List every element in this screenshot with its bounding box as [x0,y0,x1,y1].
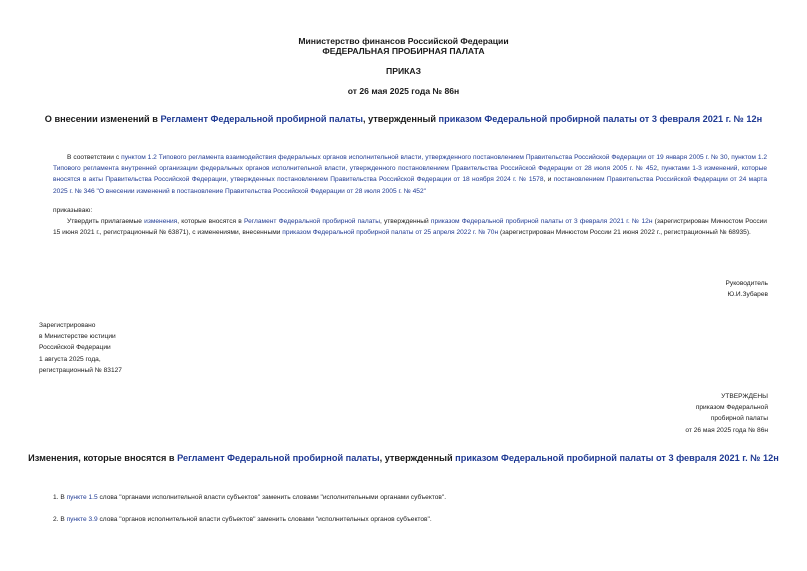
preamble-link-3[interactable]: пунктами 1-3 изменений, которые вносятся в акты Правительства Российской Федерации, утвержденных постановлением Правительства Российской Федерации от 18 ноября 2024 г. № 1578 [53,165,768,184]
change-prefix: 2. В [53,516,67,523]
decision-text-3: , утвержденный [379,218,431,225]
order-12n-link-2[interactable]: приказом Федеральной пробирной палаты от 3 февраля 2021 г. № 12н [430,218,653,225]
approved-block [685,391,768,436]
regulation-link-2[interactable]: Регламент Федеральной пробирной палаты [243,218,380,225]
regulation-link[interactable]: Регламент Федеральной пробирной палаты [160,114,363,124]
changes-link[interactable]: изменения [144,218,178,225]
preamble-paragraph [53,152,767,197]
change-prefix: 1. В [53,494,67,501]
signature-block [726,278,768,300]
ministry-name: Министерство финансов Российской Федерации [298,36,509,46]
doc-date-number: от 26 мая 2025 года № 86н [347,86,460,96]
preamble-text-4: , и [543,176,554,184]
registration-block [39,320,122,376]
decision-text-1: Утвердить прилагаемые [67,218,145,225]
registration-line: 1 августа 2025 года, [39,355,101,363]
signer-name: Ю.И.Зубарев [727,291,768,299]
change-item [53,492,446,503]
changes-order-12n-link[interactable]: приказом Федеральной пробирной палаты от 3 февраля 2021 г. № 12н [455,453,779,463]
decision-paragraph [53,216,767,238]
order-12n-link[interactable]: приказом Федеральной пробирной палаты от 3 февраля 2021 г. № 12н [438,114,763,124]
item-3-9-link[interactable]: пункте 3.9 [66,516,98,523]
signer-position: Руководитель [725,280,768,287]
title-middle: , утвержденный [362,114,439,124]
changes-title-middle: , утвержденный [379,453,456,463]
decision-text-4: (зарегистрирован Минюстом России 15 июня 2021 г., регистрационный № 63871), с изменениями, внесенными [53,218,767,237]
preamble-link-2[interactable]: пунктом 1.2 Типового регламента внутренней организации федеральных органов исполнительной власти, утвержденного постановлением Правительства Российской Федерации от 28 июля 2005 г. № 452 [53,154,767,173]
title-prefix: О внесении изменений в [44,114,161,124]
order-title [20,114,787,125]
changes-title-prefix: Изменения, которые вносятся в [28,453,178,463]
preamble-text-1: В соответствии с [67,154,122,161]
approved-line: УТВЕРЖДЕНЫ [721,393,768,400]
preamble-link-1[interactable]: пунктом 1.2 Типового регламента взаимодействия федеральных органов исполнительной власти, утвержденного постановлением Правительства Российской Федерации от 19 января 2005 г. № 30 [121,154,728,161]
preamble-text-3: , [657,165,662,173]
change-text: слова "органов исполнительной власти субъектов" заменить словами "исполнительных органов субъектов". [97,516,432,523]
approved-line: от 26 мая 2025 года № 86н [685,426,768,434]
approved-line: пробирной палаты [710,415,768,423]
preamble-link-4[interactable]: постановлением Правительства Российской Федерации от 24 марта 2025 г. № 346 "О внесении изменений в постановление Правительства Российской Федерации от 28 июля 2005 г. № 452" [53,176,767,195]
doc-type: ПРИКАЗ [386,66,421,76]
changes-title [20,453,787,464]
registration-line: регистрационный № 83127 [39,366,122,374]
decision-text-2: , которые вносятся в [177,218,244,225]
order-word: приказываю: [53,207,93,214]
preamble-text-2: , [727,154,732,161]
registration-line: в Министерстве юстиции [39,333,116,341]
chamber-name: ФЕДЕРАЛЬНАЯ ПРОБИРНАЯ ПАЛАТА [322,46,485,56]
change-text: слова "органами исполнительной власти субъектов" заменить словами "исполнительными органами субъектов". [97,494,447,501]
decision-text-5: (зарегистрирован Минюстом России 21 июня 2022 г., регистрационный № 68935). [498,229,751,237]
approved-line: приказом Федеральной [695,404,768,412]
order-70n-link[interactable]: приказом Федеральной пробирной палаты от 25 апреля 2022 г. № 70н [282,229,499,237]
changes-regulation-link[interactable]: Регламент Федеральной пробирной палаты [177,453,380,463]
item-1-5-link[interactable]: пункте 1.5 [66,494,98,501]
registration-line: Российской Федерации [39,344,111,352]
change-item [53,514,432,525]
registration-line: Зарегистрировано [39,322,96,329]
